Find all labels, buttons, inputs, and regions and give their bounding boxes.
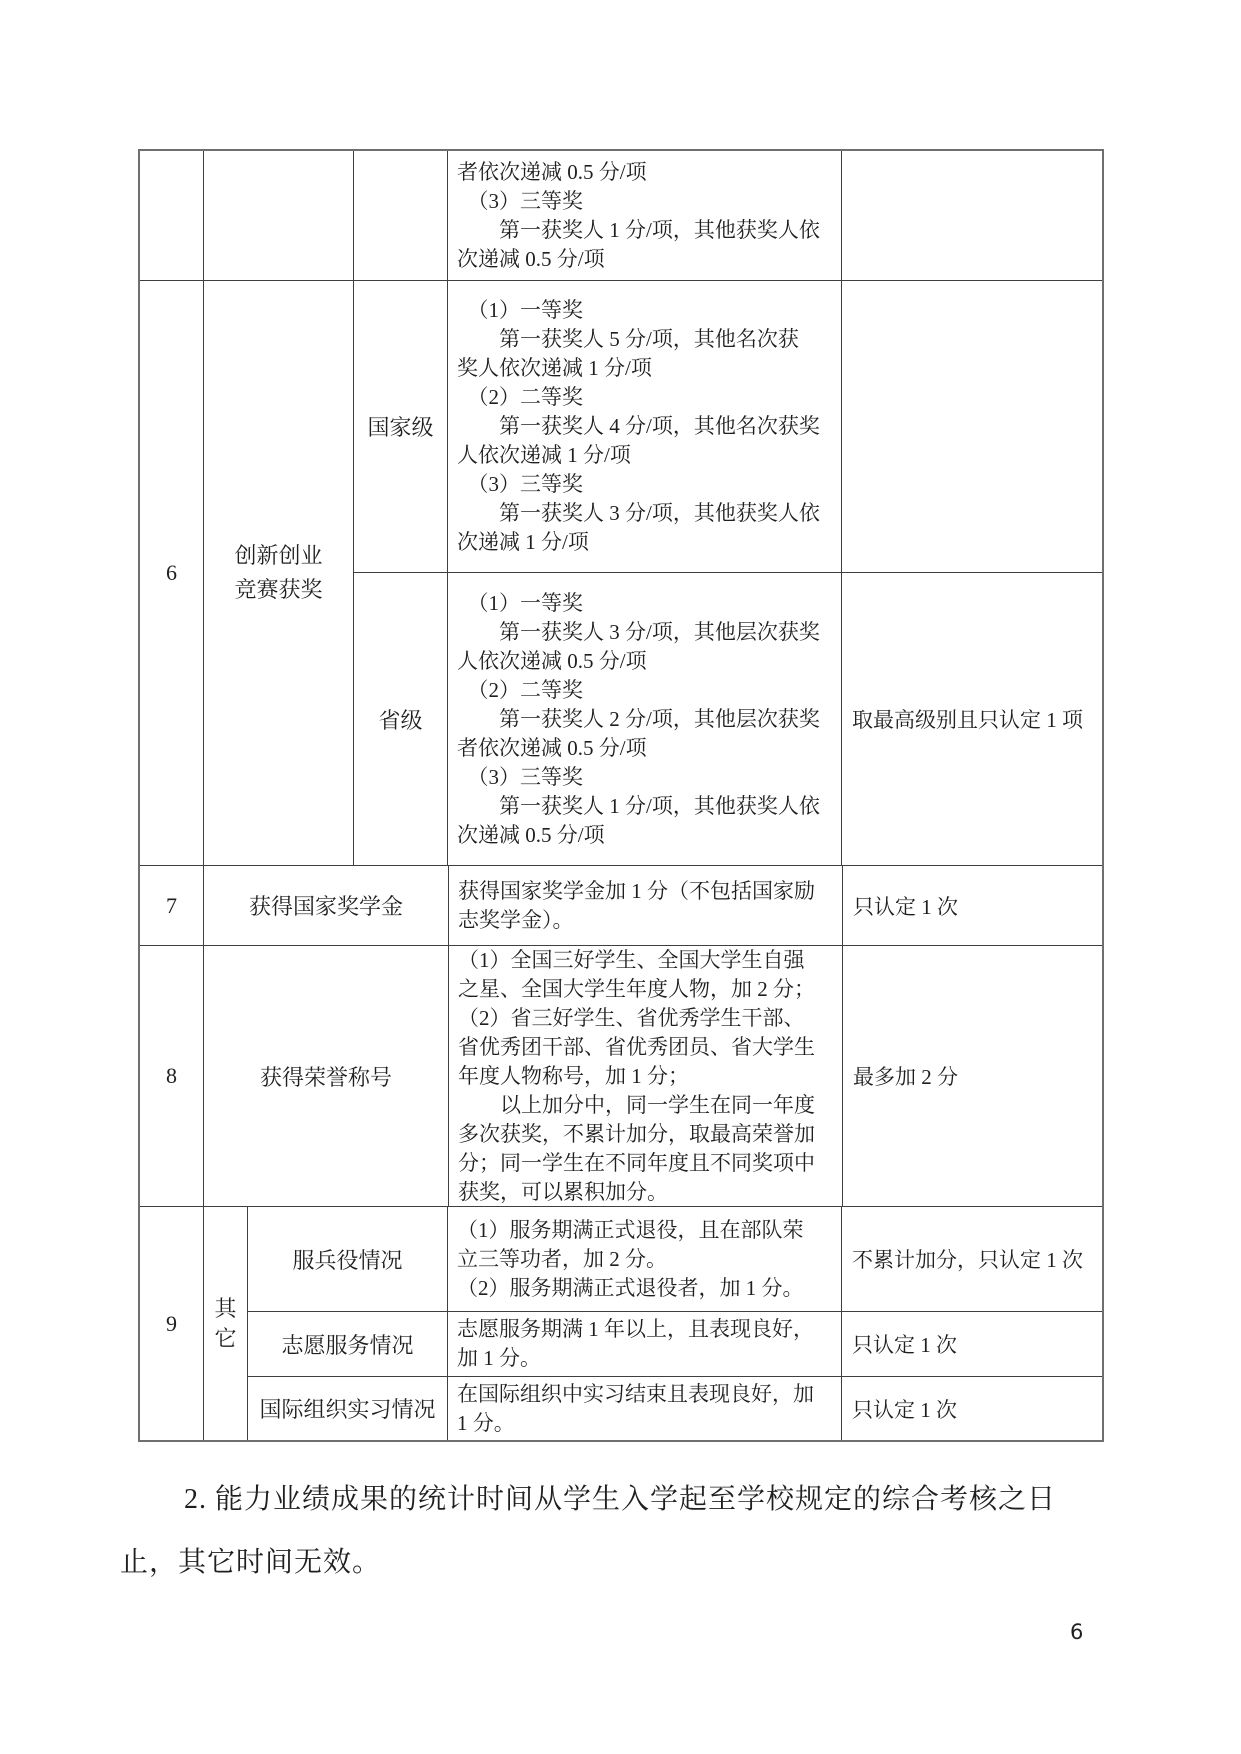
page-number: 6 bbox=[1070, 1620, 1084, 1644]
content-cell: （1）一等奖 第一获奖人 3 分/项，其他层次获奖 人依次递减 0.5 分/项 （2）二等奖 第一获奖人 2 分/项，其他层次获奖 者依次递减 0.5 分/项 （3）三等奖 第一获奖人 1 分/项，其他获奖人依 次递减 0.5 分/项 bbox=[448, 573, 842, 865]
content-cell: 在国际组织中实习结束且表现良好，加 1 分。 bbox=[448, 1377, 842, 1440]
subrow-provincial bbox=[354, 573, 1102, 865]
table-row-9 bbox=[140, 1207, 1102, 1440]
remark-cell: 最多加 2 分 bbox=[853, 1065, 958, 1089]
content-cell: （1）全国三好学生、全国大学生自强 之星、全国大学生年度人物，加 2 分； （2）省三好学生、省优秀学生干部、 省优秀团干部、省优秀团员、省大学生 年度人物称号，加 1 分； 以上加分中，同一学生在同一年度 多次获奖，不累计加分，取最高荣誉加 分；同一学生在不同年度且不同奖项中 获奖，可以累积加分。 bbox=[449, 946, 843, 1206]
row-number-cell: 6 bbox=[140, 281, 204, 865]
table-row-carryover bbox=[140, 151, 1102, 281]
row-number-cell: 8 bbox=[140, 946, 204, 1206]
remark-cell: 只认定 1 次 bbox=[852, 1397, 957, 1422]
row-number-cell bbox=[140, 151, 204, 280]
content-cell: （1）服务期满正式退役，且在部队荣 立三等功者，加 2 分。 （2）服务期满正式退役者，加 1 分。 bbox=[448, 1207, 842, 1311]
row-number-cell: 7 bbox=[140, 866, 204, 945]
subrow-international-internship bbox=[248, 1377, 1102, 1440]
category-cell: 其它 bbox=[204, 1207, 248, 1440]
subcategory-cell: 服兵役情况 bbox=[248, 1207, 448, 1311]
remark-cell: 只认定 1 次 bbox=[853, 894, 958, 919]
scoring-table bbox=[138, 149, 1104, 1442]
row-6-subrows bbox=[354, 281, 1102, 865]
remark-cell bbox=[842, 281, 1102, 572]
remark-cell: 取最高级别且只认定 1 项 bbox=[852, 708, 1083, 732]
category-cell: 创新创业 竞赛获奖 bbox=[204, 281, 354, 865]
row-9-subrows bbox=[248, 1207, 1102, 1440]
subcategory-cell: 志愿服务情况 bbox=[248, 1312, 448, 1376]
content-cell: 者依次递减 0.5 分/项 （3）三等奖 第一获奖人 1 分/项，其他获奖人依 次递减 0.5 分/项 bbox=[448, 151, 842, 280]
content-cell: 志愿服务期满 1 年以上，且表现良好， 加 1 分。 bbox=[448, 1312, 842, 1376]
remark-cell bbox=[842, 151, 1102, 280]
row-number-cell: 9 bbox=[140, 1207, 204, 1440]
remark-cell: 不累计加分，只认定 1 次 bbox=[852, 1248, 1083, 1272]
content-cell: （1）一等奖 第一获奖人 5 分/项，其他名次获 奖人依次递减 1 分/项 （2）二等奖 第一获奖人 4 分/项，其他名次获奖 人依次递减 1 分/项 （3）三等奖 第一获奖人 3 分/项，其他获奖人依 次递减 1 分/项 bbox=[448, 281, 842, 572]
subcategory-cell: 国际组织实习情况 bbox=[248, 1377, 448, 1440]
subrow-military-service bbox=[248, 1207, 1102, 1312]
category-cell: 获得荣誉称号 bbox=[204, 946, 449, 1206]
category-cell: 获得国家奖学金 bbox=[204, 866, 449, 945]
table-row-8 bbox=[140, 946, 1102, 1207]
subrow-volunteer-service bbox=[248, 1312, 1102, 1377]
table-row-6 bbox=[140, 281, 1102, 866]
level-cell: 国家级 bbox=[354, 281, 448, 572]
level-cell bbox=[354, 151, 448, 280]
remark-cell: 只认定 1 次 bbox=[852, 1333, 957, 1357]
content-cell: 获得国家奖学金加 1 分（不包括国家励 志奖学金）。 bbox=[449, 866, 843, 945]
table-row-7 bbox=[140, 866, 1102, 946]
note-paragraph: 2. 能力业绩成果的统计时间从学生入学起至学校规定的综合考核之日 止，其它时间无效。 bbox=[120, 1484, 1057, 1578]
level-cell: 省级 bbox=[354, 573, 448, 865]
subrow-national bbox=[354, 281, 1102, 573]
category-cell bbox=[204, 151, 354, 280]
